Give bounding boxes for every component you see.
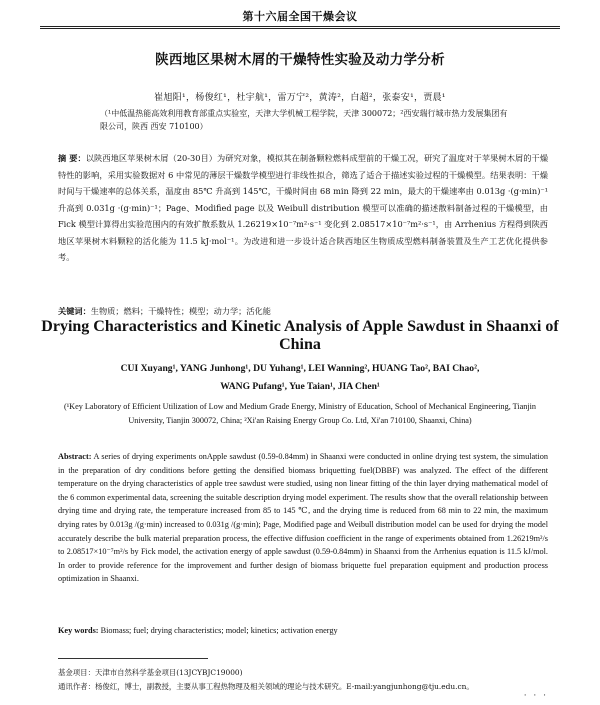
english-authors-line1: CUI Xuyang¹, YANG Junhong¹, DU Yuhang¹, LEI Wanning², HUANG Tao², BAI Chao², bbox=[120, 363, 480, 374]
chinese-abstract-label: 摘 要： bbox=[58, 153, 86, 163]
funding-footnote: 基金项目：天津市自然科学基金项目(13JCYBJC19000) bbox=[58, 668, 243, 677]
english-keywords bbox=[58, 625, 548, 637]
chinese-keywords-text: 生物质；燃料；干燥特性；模型；动力学；活化能 bbox=[90, 306, 271, 316]
header-rule bbox=[40, 26, 560, 27]
chinese-affiliation: （¹中低温热能高效利用教育部重点实验室，天津大学机械工程学院，天津 300072；²西安瑞行城市热力发展集团有限公司，陕西 西安 710100） bbox=[100, 109, 508, 131]
header-rule-thin bbox=[40, 28, 560, 29]
chinese-keywords bbox=[58, 305, 548, 317]
footnotes bbox=[58, 666, 558, 694]
conference-header: 第十六届全国干燥会议 bbox=[242, 10, 358, 23]
chinese-authors: 崔旭阳¹，杨俊红¹，杜宇航¹，雷万宁²，黄涛²，白超²，张泰安¹，贾晨¹ bbox=[154, 93, 446, 103]
contact-footnote: 通讯作者：杨俊红，博士，副教授，主要从事工程热物理及相关领域的理论与技术研究。E-mail:yangjunhong@tju.edu.cn。 bbox=[58, 682, 474, 691]
footnote-rule bbox=[58, 658, 208, 659]
english-abstract bbox=[58, 450, 548, 586]
page-marker: · · · bbox=[523, 691, 548, 701]
english-keywords-text: Biomass; fuel; drying characteristics; model; kinetics; activation energy bbox=[100, 626, 338, 635]
english-authors-line2: WANG Pufang¹, Yue Taian¹, JIA Chen¹ bbox=[220, 381, 380, 392]
english-affiliation: (¹Key Laboratory of Efficient Utilization of Low and Medium Grade Energy, Ministry of Education, School of Mechanical Engineering, Tianjin University, Tianjin 300072, China; ²Xi'an Raising Energy Group Co. Ltd, Xi'an 710100, Shaanxi, China) bbox=[63, 402, 537, 425]
english-keywords-label: Key words: bbox=[58, 626, 99, 635]
english-abstract-label: Abstract: bbox=[58, 452, 92, 461]
english-title: Drying Characteristics and Kinetic Analysis of Apple Sawdust in Shaanxi of China bbox=[41, 318, 559, 353]
english-abstract-text: A series of drying experiments onApple sawdust (0.59-0.84mm) in Shaanxi were conducted in online drying test system, the simulation in the preparation of dry conditions before getting the densified biomass briquetting fuel(DBBF) was analyzed. The effect of the different temperature on the drying characteristics of apple tree sawdust were studied, using non linear fitting of the thin layer drying mathematical model of the 6 common experimental data, screening the suitable description drying model experiment. The results show that the overall relationship between drying time and drying rate, the temperature increased from 85 to 145 ℃, and the drying time is reduced from 68 min to 22 min, the maximum drying rates by 0.013g /(g·min) increased to 0.031g /(g·min); Page, Modified page and Weibull distribution model can be used for drying the model accurately describe the bulk material preparation process, the effective diffusion coefficient in the range of experiments obtained from 1.26219m²/s to 2.08517×10⁻⁷m²/s by Fick model, the activation energy of apple sawdust (0.59-0.84mm) in Shaanxi from the Arrhenius equation is 11.5 kJ/mol. In order to provide reference for the improvement and further design of biomass briquette fuel preparation equipment and production process optimization in Shaanxi. bbox=[58, 452, 548, 584]
english-authors bbox=[50, 360, 550, 396]
chinese-title: 陕西地区果树木屑的干燥特性实验及动力学分析 bbox=[155, 52, 445, 68]
chinese-abstract-text: 以陕西地区苹果树木屑（20-30目）为研究对象，模拟其在制备颗粒燃料成型前的干燥工况，研究了温度对于苹果树木屑的干燥特性的影响，采用实验数据对 6 中常见的薄层干燥数学模型进行非线性拟合，筛选了适合于描述实验过程的干燥模型。结果表明：干燥时间与干燥速率的总体关系，温度由 85℃ 升高到 145℃，干燥时间由 68 min 降到 22 min，最大的干燥速率由 0.013g ·(g·min)⁻¹ 升高到 0.031g ·(g·min)⁻¹；Page、Modified page 以及 Weibull distribution 模型可以准确的描述散料制备过程的干燥模型，由 Fick 模型计算得出实验范围内的有效扩散系数从 1.26219×10⁻⁷m²·s⁻¹ 变化到 2.08517×10⁻⁷m²·s⁻¹，由 Arrhenius 方程得到陕西地区苹果树木料颗粒的活化能为 11.5 kJ·mol⁻¹。为改进和进一步设计适合陕西地区生物质成型燃料制备装置及生产工艺优化提供参考。 bbox=[58, 153, 549, 262]
chinese-abstract bbox=[58, 150, 548, 266]
chinese-keywords-label: 关键词： bbox=[58, 306, 91, 316]
